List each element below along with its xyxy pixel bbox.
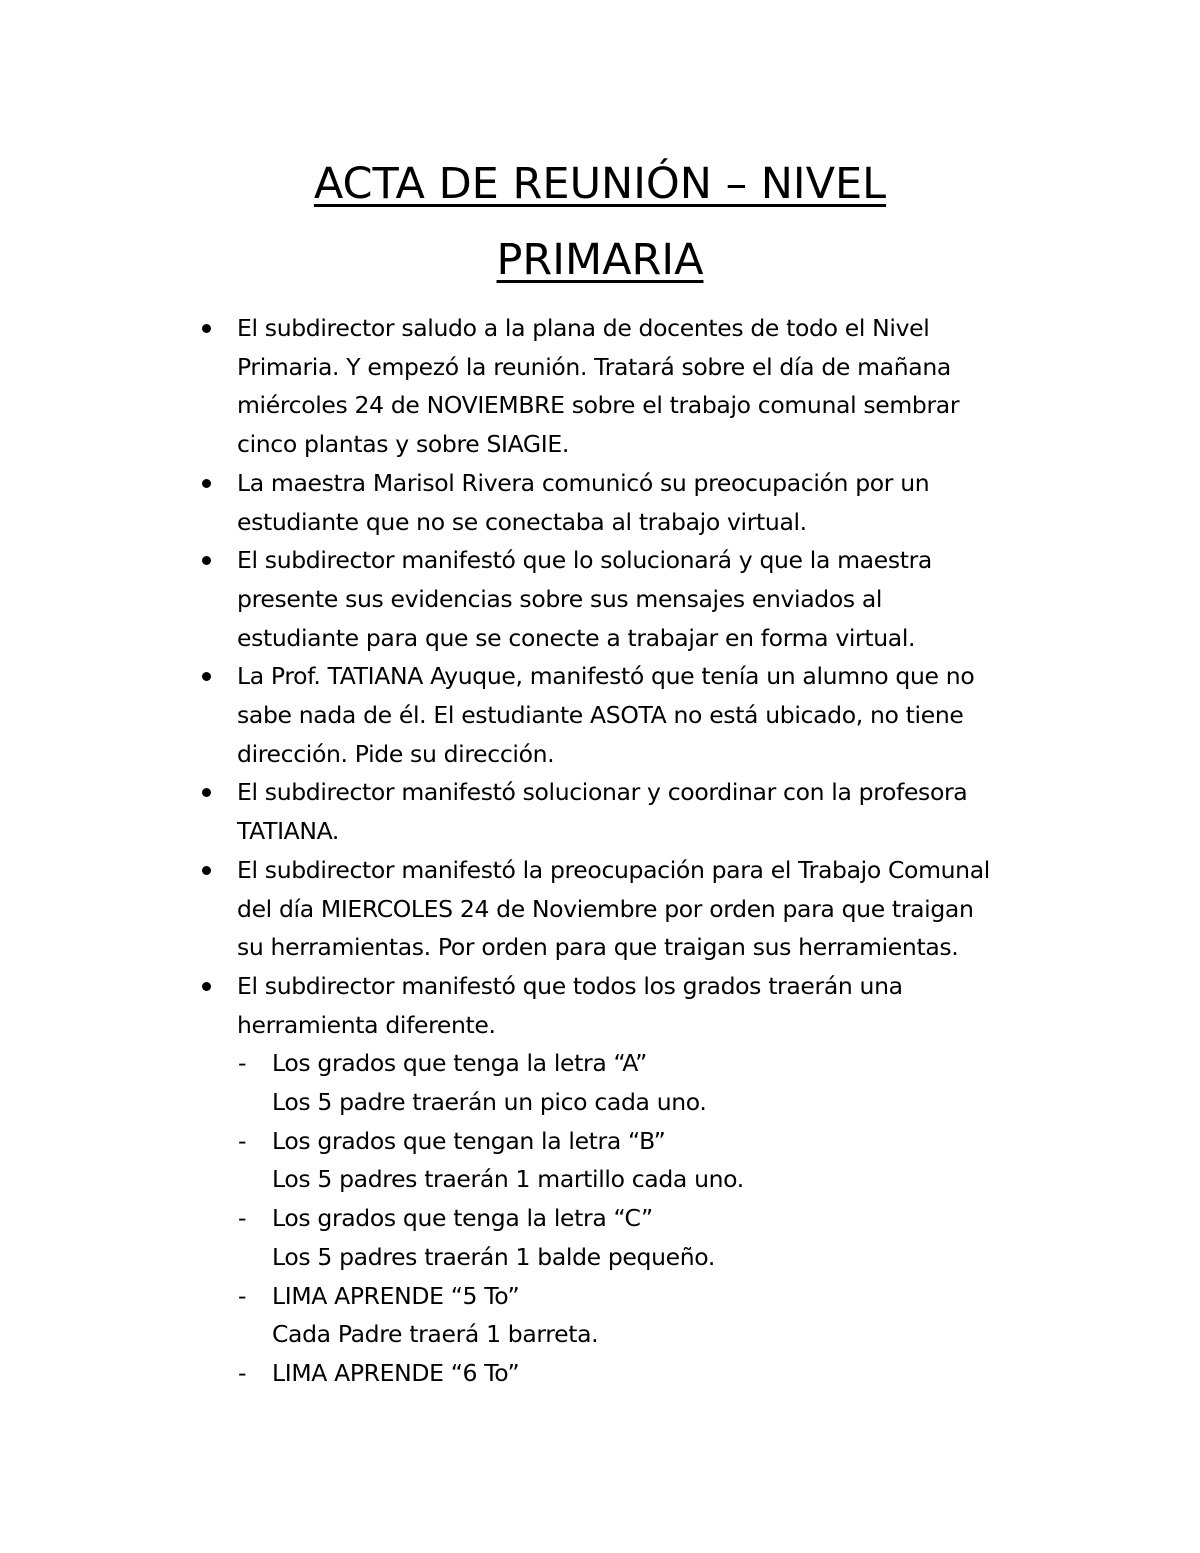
title-line-1: ACTA DE REUNIÓN – NIVEL	[313, 159, 887, 209]
meeting-point-line: Primaria. Y empezó la reunión. Tratará sobre el día de mañana	[237, 352, 951, 381]
meeting-point-5	[0, 773, 1037, 850]
meeting-point-line: presente sus evidencias sobre sus mensajes enviados al	[237, 584, 883, 613]
meeting-point-line: cinco plantas y sobre SIAGIE.	[237, 430, 569, 459]
tool-item-c	[0, 1199, 1200, 1276]
bullet-icon	[202, 479, 211, 488]
meeting-point-7	[0, 967, 1037, 1044]
dash-icon: -	[238, 1204, 247, 1233]
meeting-point-line: miércoles 24 de NOVIEMBRE sobre el trabajo comunal sembrar	[237, 391, 960, 420]
tools-sublist-container	[0, 1044, 1200, 1392]
document-title	[150, 146, 1050, 298]
bullet-icon	[202, 556, 211, 565]
meeting-point-2	[0, 464, 1037, 541]
bullet-icon	[202, 324, 211, 333]
tool-item-5to	[0, 1277, 1200, 1354]
dash-icon: -	[238, 1049, 247, 1078]
tool-item-b	[0, 1122, 1200, 1199]
bullet-icon	[202, 866, 211, 875]
tool-item-6to	[0, 1354, 1200, 1393]
meeting-points-list	[0, 309, 1200, 1393]
meeting-point-line: El subdirector manifestó que lo solucionará y que la maestra	[237, 546, 932, 575]
meeting-point-line: dirección. Pide su dirección.	[237, 739, 555, 768]
tool-item-line: Los 5 padre traerán un pico cada uno.	[272, 1088, 707, 1117]
tool-item-line: Cada Padre traerá 1 barreta.	[272, 1320, 599, 1349]
meeting-point-line: del día MIERCOLES 24 de Noviembre por orden para que traigan	[237, 894, 974, 923]
tool-item-line: Los grados que tenga la letra “C”	[272, 1204, 653, 1233]
meeting-point-line: El subdirector manifestó que todos los grados traerán una	[237, 971, 903, 1000]
dash-icon: -	[238, 1281, 247, 1310]
meeting-point-6	[0, 851, 1037, 967]
meeting-point-1	[0, 309, 1037, 464]
meeting-point-line: TATIANA.	[237, 817, 340, 846]
tool-item-line: Los grados que tenga la letra “A”	[272, 1049, 647, 1078]
tool-item-line: LIMA APRENDE “6 To”	[272, 1358, 520, 1387]
bullet-icon	[202, 982, 211, 991]
meeting-point-line: herramienta diferente.	[237, 1010, 496, 1039]
meeting-point-line: El subdirector manifestó solucionar y coordinar con la profesora	[237, 778, 968, 807]
tool-item-line: Los grados que tengan la letra “B”	[272, 1126, 666, 1155]
tool-item-line: LIMA APRENDE “5 To”	[272, 1281, 520, 1310]
meeting-point-4	[0, 657, 1037, 773]
meeting-point-line: El subdirector manifestó la preocupación para el Trabajo Comunal	[237, 855, 990, 884]
meeting-point-line: El subdirector saludo a la plana de docentes de todo el Nivel	[237, 314, 930, 342]
tool-item-a	[0, 1044, 1200, 1121]
meeting-point-line: sabe nada de él. El estudiante ASOTA no está ubicado, no tiene	[237, 701, 964, 730]
bullet-icon	[202, 788, 211, 797]
meeting-point-line: estudiante que no se conectaba al trabajo virtual.	[237, 507, 807, 536]
tools-sublist	[0, 1044, 1200, 1392]
meeting-point-line: su herramientas. Por orden para que traigan sus herramientas.	[237, 933, 959, 962]
meeting-point-3	[0, 541, 1037, 657]
meeting-point-line: La maestra Marisol Rivera comunicó su preocupación por un	[237, 468, 930, 497]
tool-item-line: Los 5 padres traerán 1 balde pequeño.	[272, 1242, 716, 1271]
bullet-icon	[202, 672, 211, 681]
dash-icon: -	[238, 1358, 247, 1387]
tool-item-line: Los 5 padres traerán 1 martillo cada uno.	[272, 1165, 744, 1194]
meeting-point-line: La Prof. TATIANA Ayuque, manifestó que tenía un alumno que no	[237, 662, 975, 691]
title-line-2: PRIMARIA	[496, 235, 704, 285]
dash-icon: -	[238, 1126, 247, 1155]
meeting-point-line: estudiante para que se conecte a trabajar en forma virtual.	[237, 623, 916, 652]
